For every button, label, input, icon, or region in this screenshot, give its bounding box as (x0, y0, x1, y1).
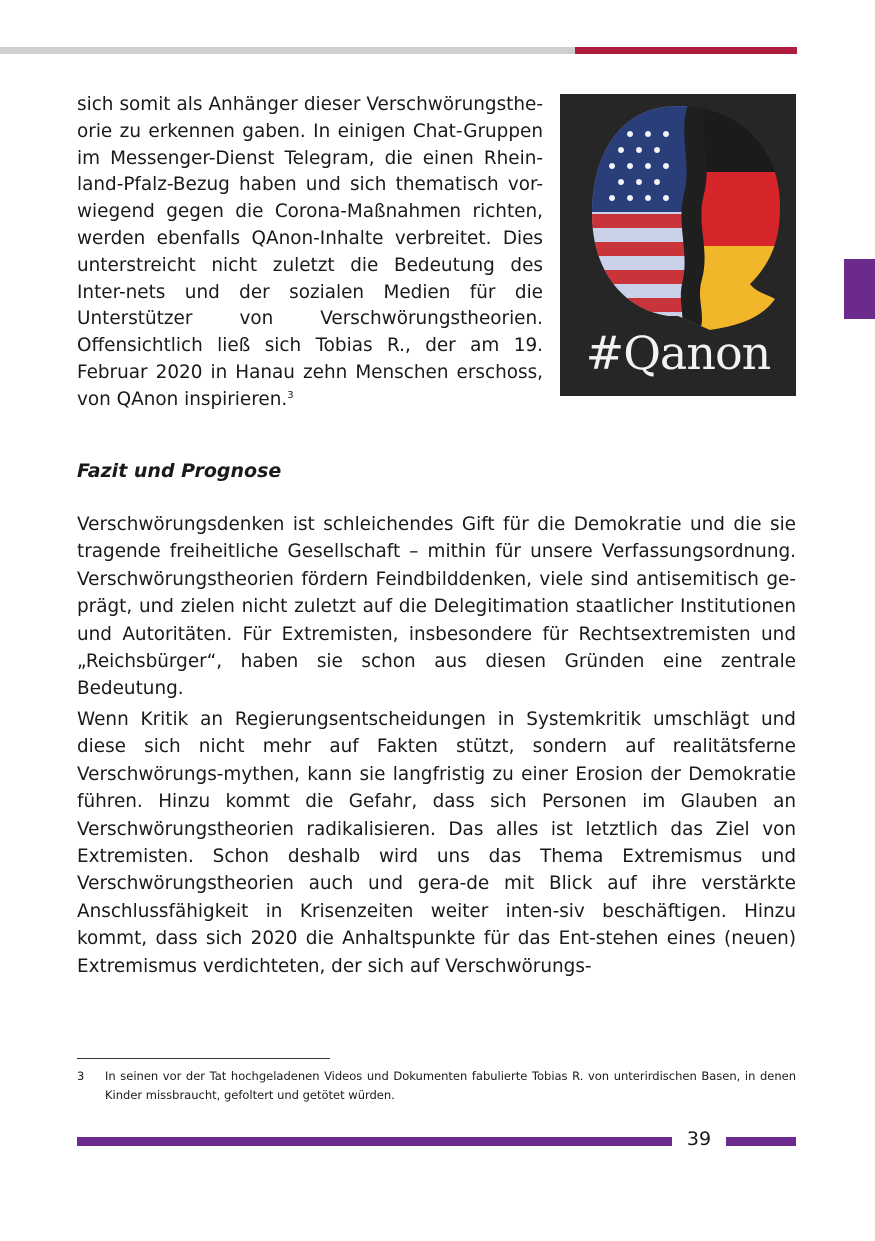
intro-paragraph (77, 92, 543, 414)
footer-rule-right (726, 1137, 796, 1146)
photo-caption: #Qanon (585, 326, 771, 380)
body-paragraph: Verschwörungsdenken ist schleichendes Gift für die Demokratie und die sie tragende freiheitliche Gesellschaft – mithin für unsere Verfassungsordnung. Verschwörungstheorien fördern Feindbilddenken, viele sind antisemitisch ge-prägt, und zielen nicht zuletzt auf die Delegitimation staatlicher Institutionen und Autoritäten. Für Extremisten, insbesondere für Rechtsextremisten und „Reichsbürger“, haben sie schon aus diesen Gründen eine zentrale Bedeutung. (77, 514, 796, 700)
intro-text: sich somit als Anhänger dieser Verschwörungsthe-orie zu erkennen gaben. In einigen Chat-Gruppen im Messenger-Dienst Telegram, die einen Rhein-land-Pfalz-Bezug haben und sich thematisch vor-wiegend gegen die Corona-Maßnahmen richten, werden ebenfalls QAnon-Inhalte verbreitet. Dies unterstreicht nicht zuletzt die Bedeutung des Inter-nets und der sozialen Medien für die Unterstützer von Verschwörungstheorien. Offensichtlich ließ sich Tobias R., der am 19. Februar 2020 in Hanau zehn Menschen erschoss, von QAnon inspirieren. (77, 94, 543, 410)
qanon-photo (560, 94, 796, 396)
top-rule-grey (0, 47, 575, 54)
footnote-text: In seinen vor der Tat hochgeladenen Videos und Dokumenten fabulierte Tobias R. von unterirdischen Basen, in denen Kinder missbraucht, gefoltert und getötet würden. (105, 1069, 796, 1102)
section-heading: Fazit und Prognose (77, 460, 282, 482)
footer-rule-left (77, 1137, 672, 1146)
page-number: 39 (686, 1128, 712, 1150)
chapter-marker-tab (844, 259, 875, 319)
footnote (77, 1067, 796, 1105)
footnote-divider (77, 1058, 330, 1059)
footnote-number: 3 (77, 1069, 85, 1083)
top-rule-red (575, 47, 797, 54)
body-paragraph: Wenn Kritik an Regierungsentscheidungen in Systemkritik umschlägt und diese sich nicht mehr auf Fakten stützt, sondern auf realitätsferne Verschwörungs-mythen, kann sie langfristig zu einer Erosion der Demokratie führen. Hinzu kommt die Gefahr, dass sich Personen im Glauben an Verschwörungstheorien radikalisieren. Das alles ist letztlich das Ziel von Extremisten. Schon deshalb wird uns das Thema Extremismus und Verschwörungstheorien auch und gera-de mit Blick auf ihre verstärkte Anschlussfähigkeit in Krisenzeiten weiter inten-siv beschäftigen. Hinzu kommt, dass sich 2020 die Anhaltspunkte für das Ent-stehen eines (neuen) Extremismus verdichteten, der sich auf Verschwörungs- (77, 709, 796, 977)
footnote-reference: 3 (287, 389, 294, 401)
